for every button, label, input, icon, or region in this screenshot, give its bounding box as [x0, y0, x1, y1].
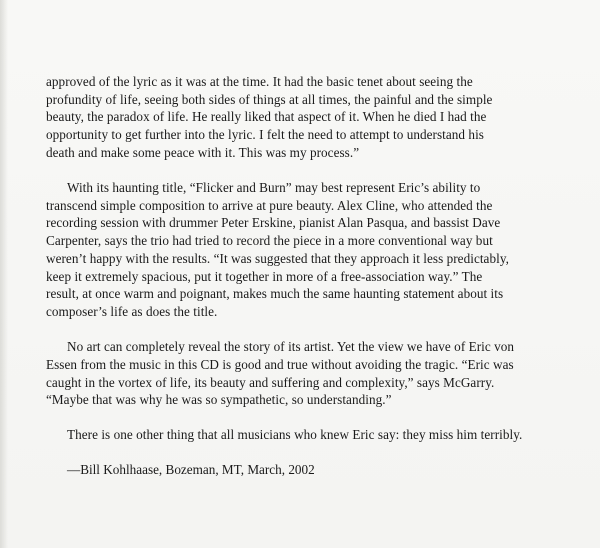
text-line: Carpenter, says the trio had tried to record the piece in a more conventional way but	[46, 233, 493, 249]
text-line: transcend simple composition to arrive at pure beauty. Alex Cline, who attended the	[46, 197, 493, 213]
text-line: recording session with drummer Peter Erskine, pianist Alan Pasqua, and bassist Dave	[46, 215, 501, 231]
text-line: “Maybe that was why he was so sympathetic, so understanding.”	[46, 392, 392, 408]
text-line: No art can completely reveal the story of its artist. Yet the view we have of Eric von	[67, 339, 515, 355]
liner-notes-body	[46, 73, 586, 444]
text-line: opportunity to get further into the lyric. I felt the need to attempt to understand his	[46, 127, 484, 143]
text-line: beauty, the paradox of life. He really liked that aspect of it. When he died I had the	[46, 109, 487, 125]
paragraph-2	[46, 179, 586, 321]
page-edge-shadow	[0, 0, 8, 548]
text-line: Essen from the music in this CD is good and true without avoiding the tragic. “Eric was	[46, 356, 514, 372]
text-line: With its haunting title, “Flicker and Burn” may best represent Eric’s ability to	[67, 180, 481, 196]
text-line: weren’t happy with the results. “It was suggested that they approach it less predictably,	[46, 250, 509, 266]
text-line: death and make some peace with it. This was my process.”	[46, 144, 360, 160]
text-line: caught in the vortex of life, its beauty and suffering and complexity,” says McGarry.	[46, 374, 495, 390]
text-line: composer’s life as does the title.	[46, 303, 218, 319]
paragraph-3	[46, 338, 586, 409]
text-line: keep it extremely spacious, put it together in more of a free-association way.” The	[46, 268, 483, 284]
text-line: approved of the lyric as it was at the time. It had the basic tenet about seeing the	[46, 74, 473, 89]
text-line: There is one other thing that all musicians who knew Eric say: they miss him terribly.	[67, 427, 523, 443]
text-line: profundity of life, seeing both sides of things at all times, the painful and the simple	[46, 91, 493, 107]
paragraph-1	[46, 73, 586, 162]
author-signature: —Bill Kohlhaase, Bozeman, MT, March, 2002	[67, 462, 315, 477]
text-line: result, at once warm and poignant, makes much the same haunting statement about its	[46, 286, 504, 302]
paragraph-4	[46, 426, 586, 444]
